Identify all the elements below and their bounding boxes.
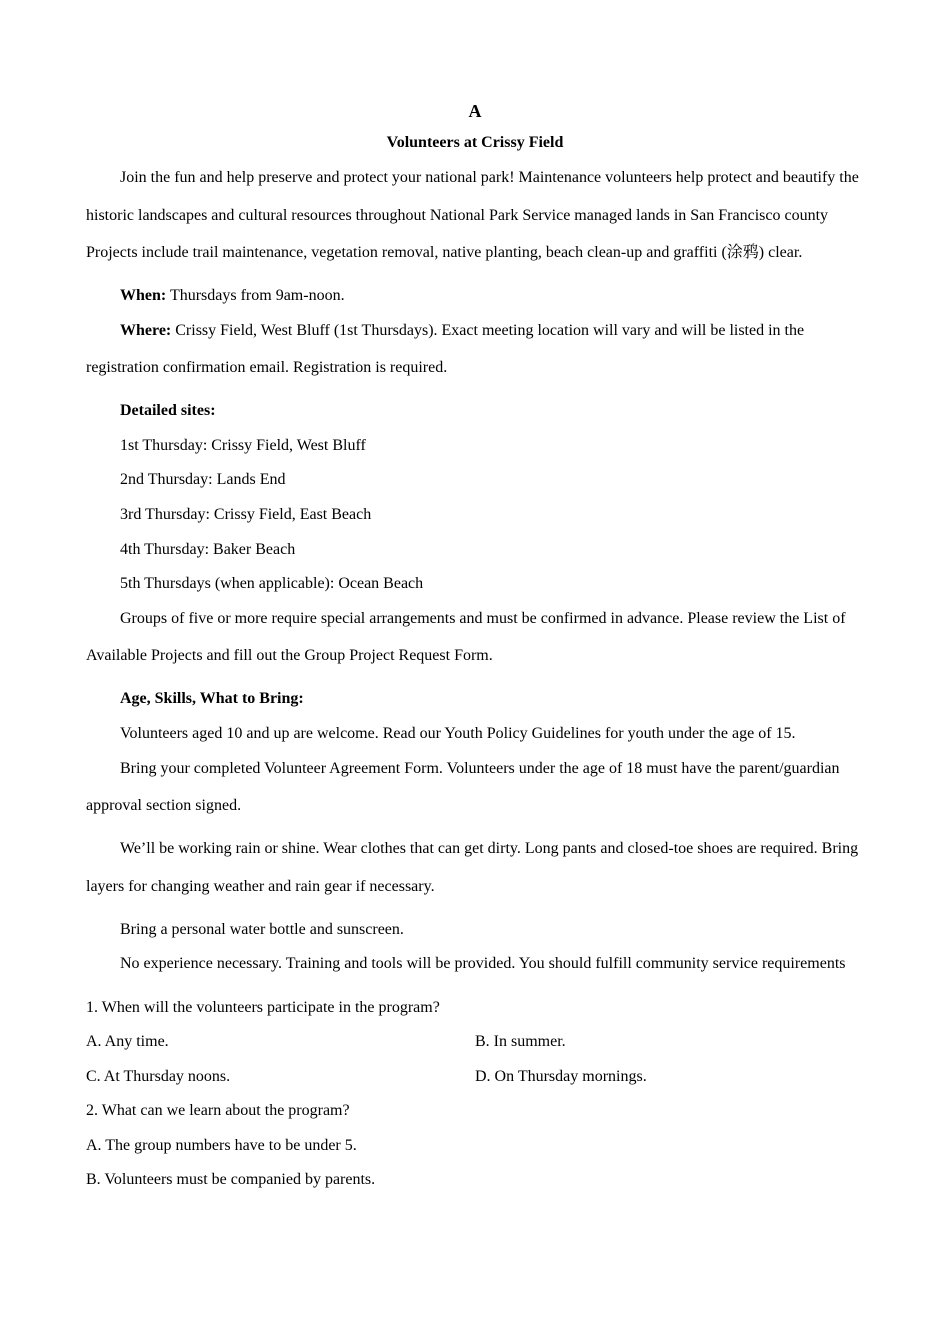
when-line: [86, 286, 864, 306]
groups-paragraph-block: [86, 600, 864, 675]
question-stem: 1. When will the volunteers participate in the program?: [86, 998, 440, 1016]
option-c: C. At Thursday noons.: [86, 1067, 231, 1085]
where-paragraph-block: [86, 312, 864, 387]
site-item: 5th Thursdays (when applicable): Ocean Beach: [120, 575, 424, 593]
agreement-paragraph-block: [86, 750, 864, 825]
intro-paragraph: Join the fun and help preserve and protect your national park! Maintenance volunteers help protect and beautify the historic landscapes and cultural resources throughout National Park Service managed lands in San Francisco county Projects include trail maintenance, vegetation removal, native planting, beach clean-up and graffiti (涂鸦) clear.: [86, 169, 859, 261]
option-a: A. The group numbers have to be under 5.: [86, 1136, 357, 1154]
sites-label: Detailed sites:: [120, 402, 216, 420]
where-label: Where:: [120, 321, 172, 339]
option-row: [86, 1067, 864, 1087]
option-b: B. In summer.: [475, 1033, 566, 1051]
groups-paragraph: Groups of five or more require special arrangements and must be confirmed in advance. Please review the List of Available Projects and fill out the Group Project Request Form.: [86, 609, 846, 665]
age-line: Volunteers aged 10 and up are welcome. Read our Youth Policy Guidelines for youth under the age of 15.: [120, 725, 796, 743]
option-row: [86, 1032, 864, 1052]
option-d: D. On Thursday mornings.: [475, 1067, 647, 1085]
where-text: Crissy Field, West Bluff (1st Thursdays). Exact meeting location will vary and will be listed in the registration confirmation email. Registration is required.: [86, 321, 805, 377]
when-text: Thursdays from 9am-noon.: [166, 287, 345, 305]
intro-paragraph-block: [86, 159, 864, 272]
weather-paragraph-block: [86, 830, 864, 905]
site-item: 1st Thursday: Crissy Field, West Bluff: [120, 436, 366, 454]
option-a: A. Any time.: [86, 1033, 169, 1051]
passage-title: Volunteers at Crissy Field: [386, 134, 564, 151]
where-paragraph: [86, 312, 864, 387]
bring-line: Bring a personal water bottle and sunscreen.: [120, 920, 404, 938]
agreement-paragraph: Bring your completed Volunteer Agreement Form. Volunteers under the age of 18 must have the parent/guardian approval section signed.: [86, 759, 840, 815]
age-heading: [86, 689, 864, 709]
experience-paragraph-block: [86, 945, 864, 983]
weather-paragraph: We’ll be working rain or shine. Wear clothes that can get dirty. Long pants and closed-toe shoes are required. Bring layers for changing weather and rain gear if necessary.: [86, 840, 859, 895]
option-b: B. Volunteers must be companied by parents.: [86, 1171, 376, 1189]
section-letter: A: [468, 101, 482, 121]
sites-heading: [86, 401, 864, 421]
when-label: When:: [120, 287, 167, 305]
age-label: Age, Skills, What to Bring:: [120, 690, 304, 708]
document-page: [86, 98, 864, 1205]
site-item: 2nd Thursday: Lands End: [120, 471, 286, 489]
experience-paragraph: No experience necessary. Training and tools will be provided. You should fulfill community service requirements: [120, 955, 846, 973]
site-item: 3rd Thursday: Crissy Field, East Beach: [120, 506, 372, 524]
question-stem: 2. What can we learn about the program?: [86, 1102, 350, 1120]
site-item: 4th Thursday: Baker Beach: [120, 540, 296, 558]
